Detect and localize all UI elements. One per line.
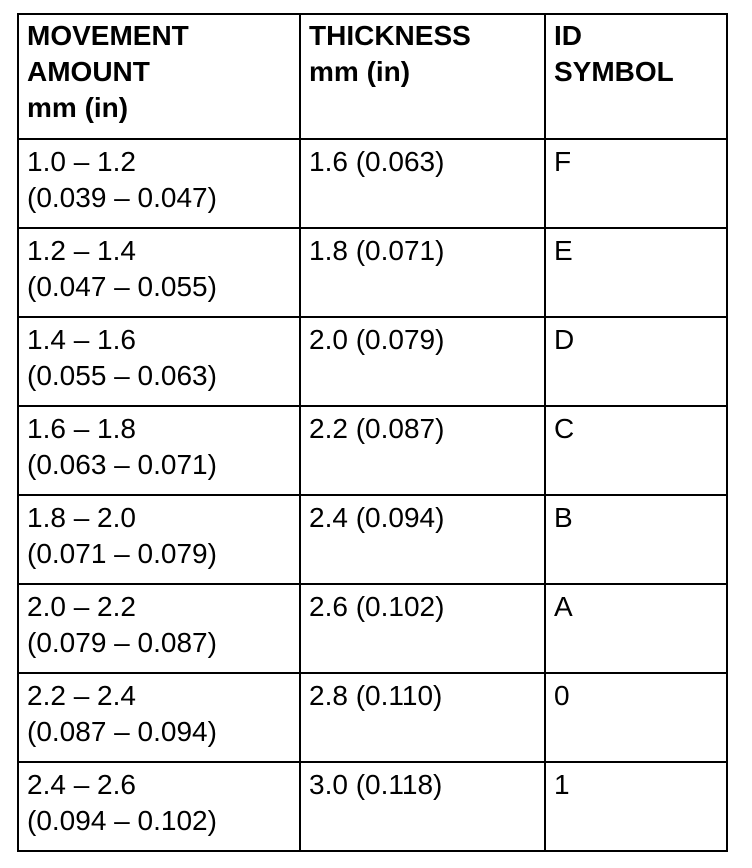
cell-movement-amount	[18, 317, 300, 406]
cell-thickness	[300, 406, 545, 495]
cell-id-symbol	[545, 317, 727, 406]
movement-value: 1.2 – 1.4	[27, 235, 136, 266]
thickness-value: 2.4 (0.094)	[309, 502, 445, 533]
movement-value: 1.4 – 1.6	[27, 324, 136, 355]
id-symbol-value: A	[554, 591, 573, 622]
header-text: AMOUNT	[27, 56, 150, 87]
movement-value: (0.055 – 0.063)	[27, 360, 217, 391]
header-text: mm (in)	[27, 92, 129, 123]
cell-id-symbol	[545, 406, 727, 495]
thickness-value: 2.2 (0.087)	[309, 413, 445, 444]
movement-value: (0.071 – 0.079)	[27, 538, 217, 569]
movement-value: (0.094 – 0.102)	[27, 805, 217, 836]
movement-value: (0.047 – 0.055)	[27, 271, 217, 302]
table-row	[18, 228, 727, 317]
movement-value: (0.087 – 0.094)	[27, 716, 217, 747]
movement-value: 1.8 – 2.0	[27, 502, 136, 533]
header-movement-amount	[18, 14, 300, 139]
id-symbol-value: E	[554, 235, 573, 266]
cell-movement-amount	[18, 673, 300, 762]
shim-selection-table	[17, 13, 728, 852]
movement-value: (0.079 – 0.087)	[27, 627, 217, 658]
cell-movement-amount	[18, 762, 300, 851]
cell-id-symbol	[545, 762, 727, 851]
thickness-value: 3.0 (0.118)	[309, 769, 443, 800]
id-symbol-value: 1	[554, 769, 570, 800]
header-id-symbol	[545, 14, 727, 139]
header-text: SYMBOL	[554, 56, 674, 87]
movement-value: 2.2 – 2.4	[27, 680, 136, 711]
movement-value: 2.0 – 2.2	[27, 591, 136, 622]
cell-id-symbol	[545, 584, 727, 673]
thickness-value: 2.6 (0.102)	[309, 591, 445, 622]
id-symbol-value: D	[554, 324, 575, 355]
table-row	[18, 673, 727, 762]
cell-id-symbol	[545, 495, 727, 584]
cell-movement-amount	[18, 228, 300, 317]
header-text: mm (in)	[309, 56, 411, 87]
cell-thickness	[300, 495, 545, 584]
thickness-value: 1.6 (0.063)	[309, 146, 445, 177]
table-body	[18, 139, 727, 851]
cell-id-symbol	[545, 139, 727, 228]
movement-value: 1.6 – 1.8	[27, 413, 136, 444]
movement-value: (0.039 – 0.047)	[27, 182, 217, 213]
table-row	[18, 495, 727, 584]
header-thickness	[300, 14, 545, 139]
cell-thickness	[300, 584, 545, 673]
thickness-value: 2.8 (0.110)	[309, 680, 443, 711]
cell-thickness	[300, 317, 545, 406]
cell-movement-amount	[18, 584, 300, 673]
table-row	[18, 584, 727, 673]
table-row	[18, 139, 727, 228]
id-symbol-value: C	[554, 413, 575, 444]
cell-thickness	[300, 139, 545, 228]
header-text: MOVEMENT	[27, 20, 189, 51]
cell-movement-amount	[18, 495, 300, 584]
thickness-value: 1.8 (0.071)	[309, 235, 445, 266]
table-header-row	[18, 14, 727, 139]
cell-movement-amount	[18, 406, 300, 495]
cell-thickness	[300, 673, 545, 762]
cell-id-symbol	[545, 673, 727, 762]
id-symbol-value: B	[554, 502, 573, 533]
id-symbol-value: 0	[554, 680, 570, 711]
table-row	[18, 406, 727, 495]
thickness-value: 2.0 (0.079)	[309, 324, 445, 355]
table-row	[18, 762, 727, 851]
header-text: ID	[554, 20, 582, 51]
id-symbol-value: F	[554, 146, 572, 177]
table-row	[18, 317, 727, 406]
movement-value: 1.0 – 1.2	[27, 146, 136, 177]
cell-thickness	[300, 762, 545, 851]
cell-thickness	[300, 228, 545, 317]
cell-movement-amount	[18, 139, 300, 228]
cell-id-symbol	[545, 228, 727, 317]
movement-value: 2.4 – 2.6	[27, 769, 136, 800]
movement-value: (0.063 – 0.071)	[27, 449, 217, 480]
header-text: THICKNESS	[309, 20, 471, 51]
